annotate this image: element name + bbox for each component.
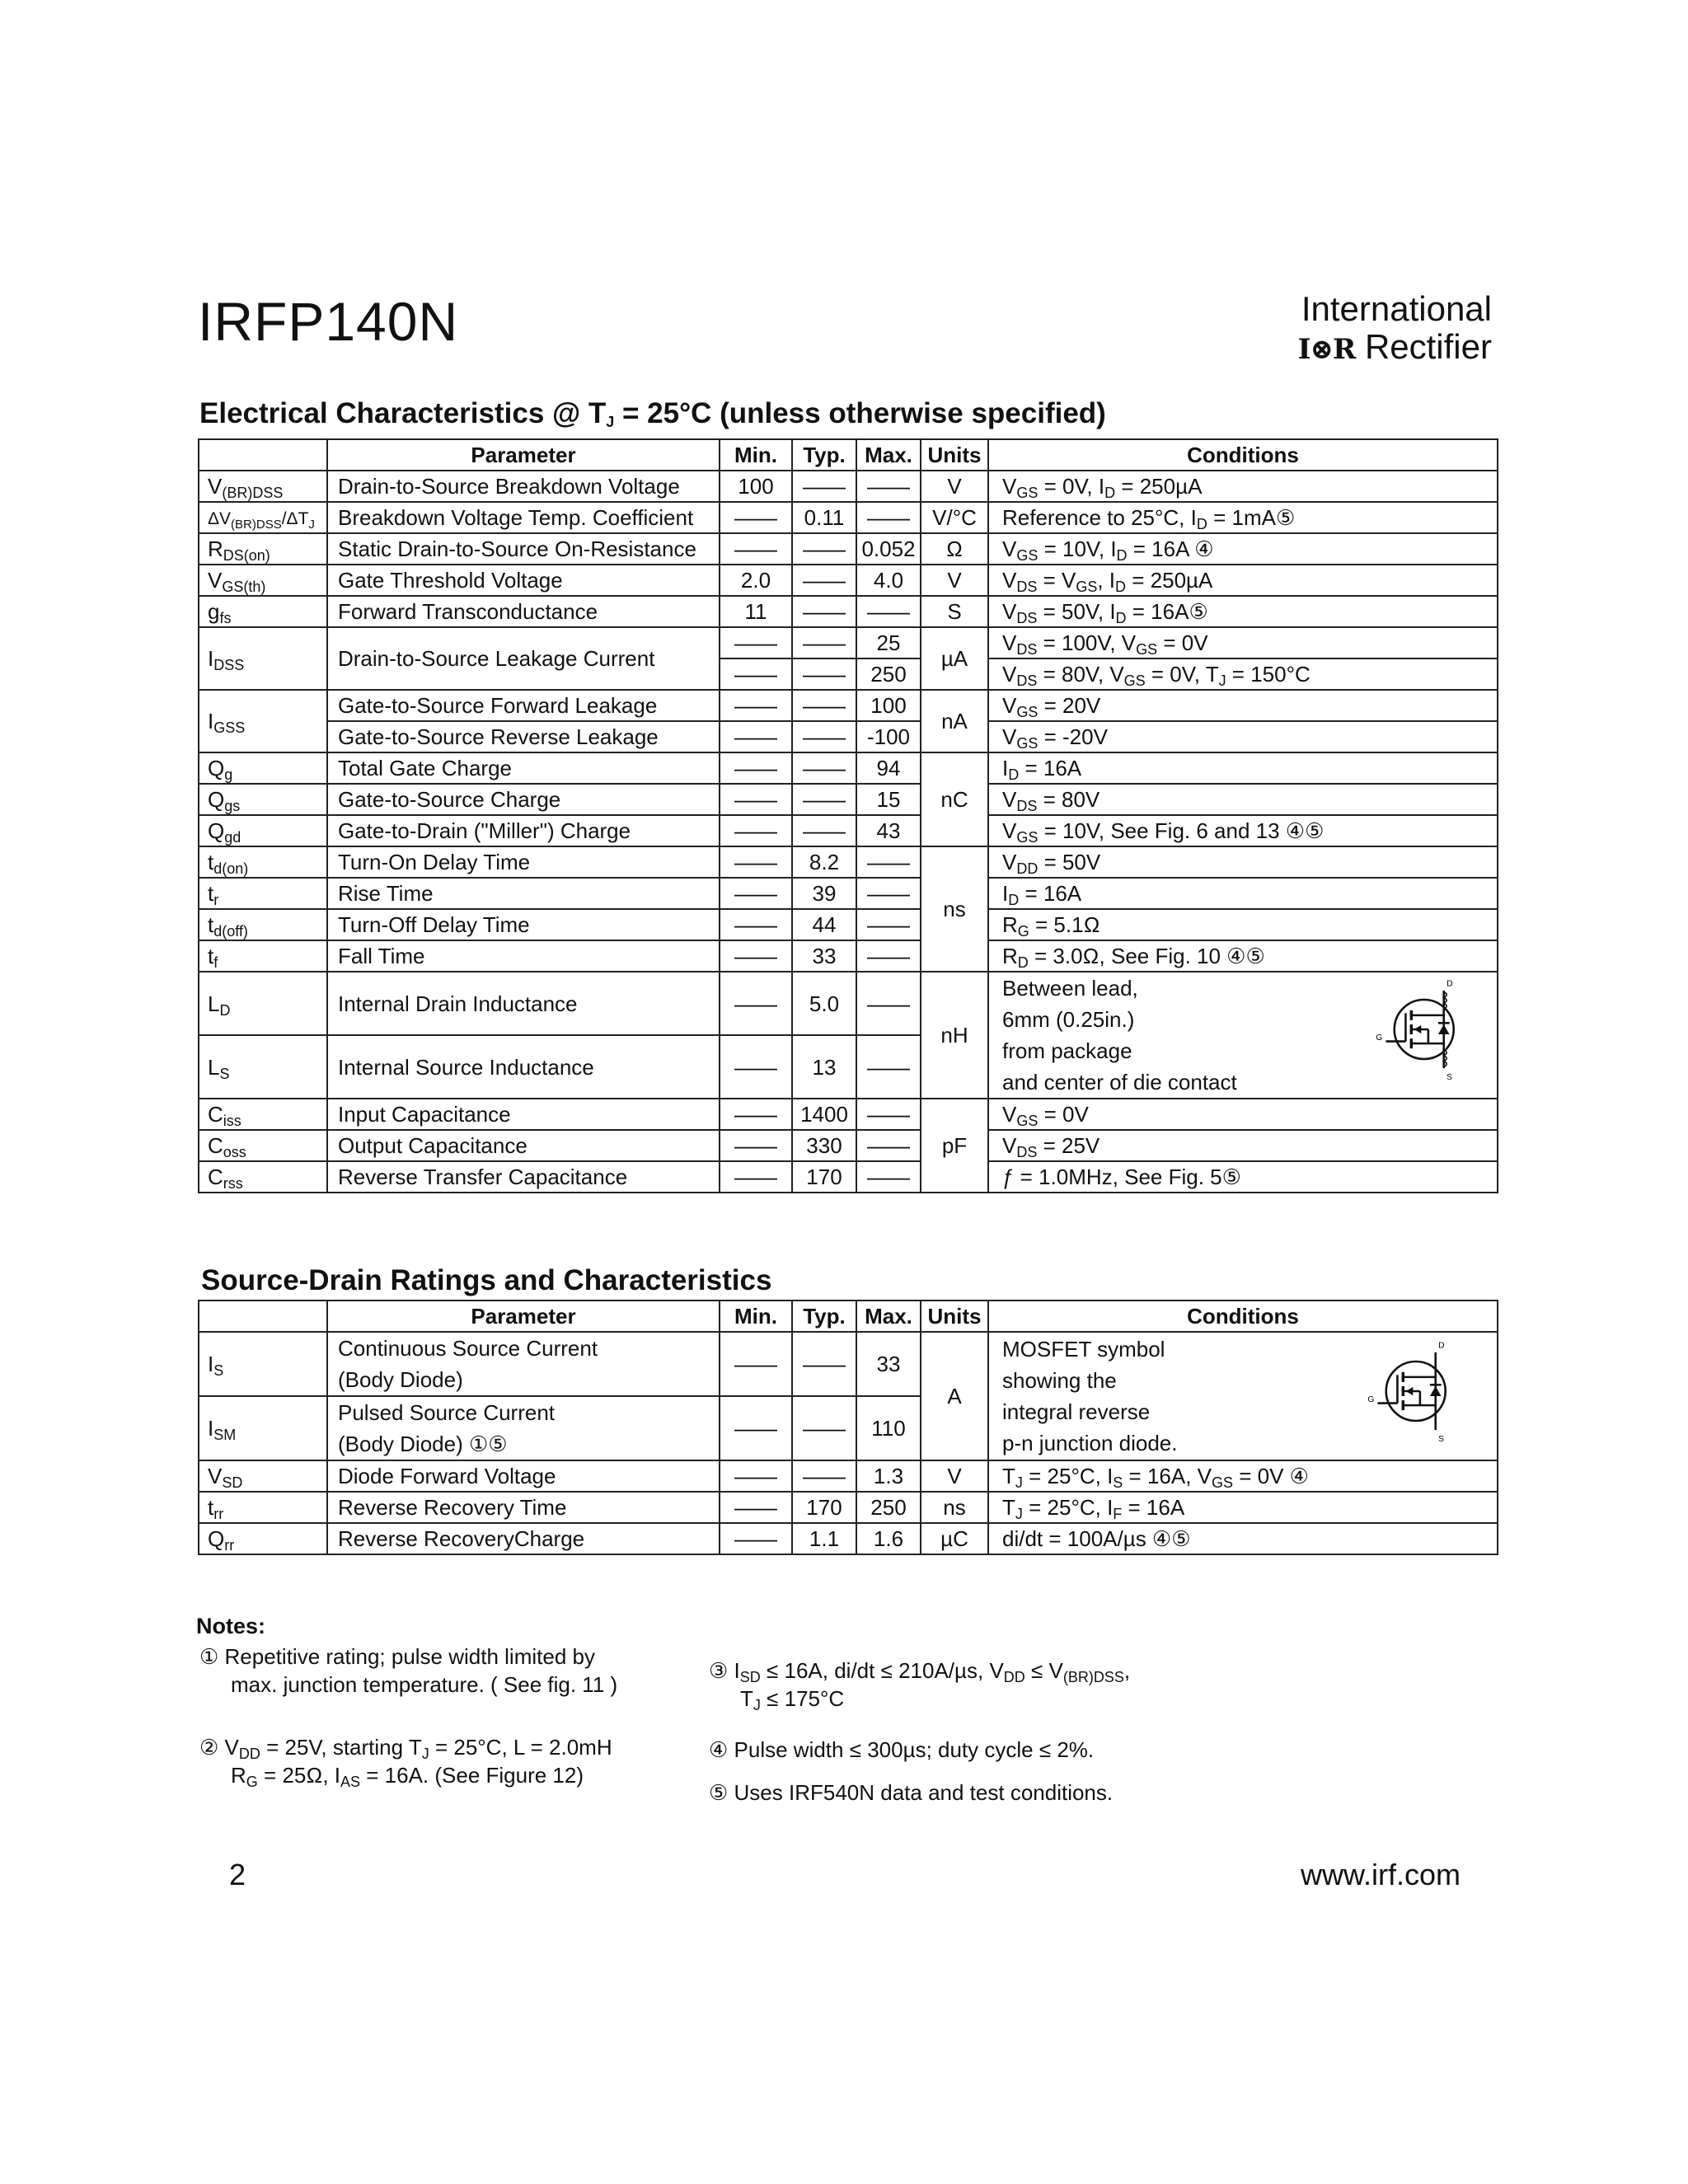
logo-line-international: International: [1301, 289, 1492, 328]
symbol-cell: $I_S$: [199, 1332, 327, 1396]
min-cell: ——: [720, 752, 792, 784]
note-3-line-2: $T_J \le 175^\circ C$: [740, 1686, 845, 1713]
typ-cell: ——: [792, 1460, 856, 1492]
parameter-cell: Breakdown Voltage Temp. Coefficient: [327, 502, 720, 533]
conditions-cell: $V_{DS} = 100V$, $V_{GS} = 0V$: [988, 627, 1498, 658]
column-header: Parameter: [327, 439, 720, 471]
max-cell: ——: [856, 596, 921, 627]
column-header: Min.: [720, 1301, 792, 1332]
min-cell: ——: [720, 940, 792, 972]
table-header-row: [199, 1301, 1498, 1332]
min-cell: ——: [720, 909, 792, 940]
table-row: [199, 690, 1498, 721]
symbol-cell: $Q_{gd}$: [199, 815, 327, 846]
max-cell: 15: [856, 784, 921, 815]
max-cell: 250: [856, 658, 921, 690]
typ-cell: 39: [792, 878, 856, 909]
min-cell: ——: [720, 1130, 792, 1161]
min-cell: ——: [720, 784, 792, 815]
max-cell: 33: [856, 1332, 921, 1396]
max-cell: 1.3: [856, 1460, 921, 1492]
max-cell: ——: [856, 972, 921, 1035]
condition-line: p-n junction diode.: [1002, 1431, 1178, 1455]
typ-cell: ——: [792, 784, 856, 815]
svg-text:D: D: [1447, 979, 1453, 989]
parameter-cell: [327, 1396, 720, 1460]
condition-line: from package: [1002, 1038, 1132, 1063]
column-header: Typ.: [792, 439, 856, 471]
column-header: Max.: [856, 1301, 921, 1332]
typ-cell: ——: [792, 658, 856, 690]
table-row: [199, 1099, 1498, 1130]
note-5: ⑤ Uses IRF540N data and test conditions.: [709, 1780, 1114, 1805]
max-cell: 0.052: [856, 533, 921, 565]
electrical-characteristics-table: [198, 438, 1498, 1193]
parameter-line: Continuous Source Current: [338, 1336, 598, 1361]
typ-cell: 44: [792, 909, 856, 940]
symbol-cell: $t_f$: [199, 940, 327, 972]
symbol-cell: $I_{DSS}$: [199, 627, 327, 690]
typ-cell: ——: [792, 690, 856, 721]
conditions-cell: $V_{DS} = V_{GS}$, $I_D = 250\mu A$: [988, 565, 1498, 596]
min-cell: ——: [720, 721, 792, 752]
max-cell: 1.6: [856, 1523, 921, 1554]
max-cell: 4.0: [856, 565, 921, 596]
company-logo: [1286, 290, 1492, 368]
table-row: [199, 1332, 1498, 1396]
symbol-cell: $C_{rss}$: [199, 1161, 327, 1193]
typ-cell: 330: [792, 1130, 856, 1161]
typ-cell: 1400: [792, 1099, 856, 1130]
note-2-line-2: $R_G$ = 25Ω, $I_{AS} = 16A$. (See Figure 12): [231, 1763, 584, 1790]
units-cell: nA: [921, 690, 988, 752]
conditions-cell: $T_J = 25^\circ C$, $I_S = 16A$, $V_{GS} = 0V$ ④: [988, 1460, 1498, 1492]
typ-cell: 5.0: [792, 972, 856, 1035]
symbol-cell: $\Delta V_{(BR)DSS}/\Delta T_J$: [199, 502, 327, 533]
condition-line: Between lead,: [1002, 976, 1138, 1001]
min-cell: ——: [720, 658, 792, 690]
units-cell: S: [921, 596, 988, 627]
symbol-cell: $L_S$: [199, 1035, 327, 1099]
parameter-cell: Gate Threshold Voltage: [327, 565, 720, 596]
min-cell: ——: [720, 972, 792, 1035]
mosfet-body-diode-symbol-icon: [1365, 1338, 1464, 1445]
units-cell: V: [921, 565, 988, 596]
table-row: [199, 784, 1498, 815]
conditions-cell: Reference to 25°C, $I_D$ = 1mA⑤: [988, 502, 1498, 533]
logo-line-rectifier: [1286, 328, 1492, 368]
notes-heading: Notes:: [196, 1614, 266, 1638]
conditions-cell: $V_{DS} = 80V$, $V_{GS} = 0V$, $T_J = 150^\circ C$: [988, 658, 1498, 690]
min-cell: ——: [720, 1396, 792, 1460]
parameter-cell: Forward Transconductance: [327, 596, 720, 627]
typ-cell: 170: [792, 1492, 856, 1523]
ior-logo-mark: I⊗R: [1297, 333, 1356, 366]
table-row: [199, 909, 1498, 940]
symbol-cell: $t_r$: [199, 878, 327, 909]
parameter-cell: Reverse RecoveryCharge: [327, 1523, 720, 1554]
conditions-cell: $V_{GS} = 10V$, $I_D = 16A$ ④: [988, 533, 1498, 565]
symbol-cell: $t_{d(off)}$: [199, 909, 327, 940]
conditions-cell: $V_{GS} = 0V$: [988, 1099, 1498, 1130]
min-cell: ——: [720, 502, 792, 533]
max-cell: ——: [856, 471, 921, 502]
website-link[interactable]: www.irf.com: [1300, 1858, 1461, 1891]
column-header: [199, 1301, 327, 1332]
parameter-cell: Turn-On Delay Time: [327, 846, 720, 878]
conditions-cell: $V_{DS} = 25V$: [988, 1130, 1498, 1161]
table-row: [199, 1523, 1498, 1554]
condition-line: MOSFET symbol: [1002, 1337, 1165, 1361]
table-row: [199, 878, 1498, 909]
parameter-cell: Internal Drain Inductance: [327, 972, 720, 1035]
parameter-cell: Rise Time: [327, 878, 720, 909]
symbol-cell: $V_{GS(th)}$: [199, 565, 327, 596]
note-4: ④ Pulse width ≤ 300µs; duty cycle ≤ 2%.: [709, 1737, 1095, 1762]
column-header: [199, 439, 327, 471]
typ-cell: 33: [792, 940, 856, 972]
symbol-cell: $V_{(BR)DSS}$: [199, 471, 327, 502]
column-header: Conditions: [988, 1301, 1498, 1332]
column-header: Min.: [720, 439, 792, 471]
parameter-cell: Reverse Transfer Capacitance: [327, 1161, 720, 1193]
max-cell: 100: [856, 690, 921, 721]
svg-text:G: G: [1367, 1394, 1375, 1404]
typ-cell: ——: [792, 471, 856, 502]
max-cell: -100: [856, 721, 921, 752]
parameter-line: (Body Diode): [338, 1367, 463, 1392]
max-cell: ——: [856, 940, 921, 972]
typ-cell: 0.11: [792, 502, 856, 533]
electrical-characteristics-title: Electrical Characteristics @ $T_J = 25^\circ C$ (unless otherwise specified): [199, 397, 1106, 430]
symbol-cell: $R_{DS(on)}$: [199, 533, 327, 565]
parameter-cell: Turn-Off Delay Time: [327, 909, 720, 940]
max-cell: ——: [856, 1130, 921, 1161]
max-cell: ——: [856, 878, 921, 909]
conditions-cell: $V_{GS} = 0V$, $I_D = 250\mu A$: [988, 471, 1498, 502]
min-cell: ——: [720, 815, 792, 846]
min-cell: 2.0: [720, 565, 792, 596]
typ-cell: ——: [792, 565, 856, 596]
typ-cell: ——: [792, 533, 856, 565]
note-1-line-1: ① Repetitive rating; pulse width limited by: [199, 1644, 595, 1669]
max-cell: ——: [856, 1035, 921, 1099]
parameter-cell: Drain-to-Source Breakdown Voltage: [327, 471, 720, 502]
svg-text:S: S: [1447, 1072, 1453, 1082]
max-cell: ——: [856, 909, 921, 940]
max-cell: ——: [856, 1161, 921, 1193]
conditions-cell: [988, 1332, 1498, 1460]
conditions-cell: $R_D$ = 3.0Ω, See Fig. 10 ④⑤: [988, 940, 1498, 972]
parameter-cell: [327, 1332, 720, 1396]
typ-cell: 1.1: [792, 1523, 856, 1554]
parameter-cell: Output Capacitance: [327, 1130, 720, 1161]
units-cell: µC: [921, 1523, 988, 1554]
conditions-cell: di/dt = 100A/µs ④⑤: [988, 1523, 1498, 1554]
parameter-cell: Total Gate Charge: [327, 752, 720, 784]
symbol-cell: $t_{d(on)}$: [199, 846, 327, 878]
units-cell: V: [921, 471, 988, 502]
units-cell: nC: [921, 752, 988, 846]
conditions-cell: $I_D = 16A$: [988, 752, 1498, 784]
typ-cell: 8.2: [792, 846, 856, 878]
min-cell: ——: [720, 1161, 792, 1193]
min-cell: ——: [720, 1332, 792, 1396]
logo-rectifier-text: Rectifier: [1364, 327, 1492, 366]
units-cell: ns: [921, 1492, 988, 1523]
symbol-cell: $I_{SM}$: [199, 1396, 327, 1460]
max-cell: 94: [856, 752, 921, 784]
parameter-cell: Gate-to-Source Charge: [327, 784, 720, 815]
parameter-cell: Gate-to-Drain ("Miller") Charge: [327, 815, 720, 846]
max-cell: 25: [856, 627, 921, 658]
parameter-line: (Body Diode) ①⑤: [338, 1432, 508, 1456]
column-header: Typ.: [792, 1301, 856, 1332]
min-cell: ——: [720, 533, 792, 565]
table-row: [199, 565, 1498, 596]
typ-cell: ——: [792, 752, 856, 784]
typ-cell: ——: [792, 1332, 856, 1396]
parameter-cell: Gate-to-Source Forward Leakage: [327, 690, 720, 721]
units-cell: Ω: [921, 533, 988, 565]
table-row: [199, 721, 1498, 752]
typ-cell: ——: [792, 627, 856, 658]
page-number: 2: [229, 1858, 246, 1891]
symbol-cell: $L_D$: [199, 972, 327, 1035]
table-row: [199, 1460, 1498, 1492]
min-cell: ——: [720, 846, 792, 878]
column-header: Max.: [856, 439, 921, 471]
units-cell: ns: [921, 846, 988, 972]
conditions-cell: $V_{DS} = 80V$: [988, 784, 1498, 815]
typ-cell: 170: [792, 1161, 856, 1193]
symbol-cell: $C_{oss}$: [199, 1130, 327, 1161]
conditions-cell: $V_{DS} = 50V$, $I_D$ = 16A⑤: [988, 596, 1498, 627]
min-cell: 100: [720, 471, 792, 502]
max-cell: ——: [856, 1099, 921, 1130]
symbol-cell: $Q_{rr}$: [199, 1523, 327, 1554]
parameter-cell: Reverse Recovery Time: [327, 1492, 720, 1523]
symbol-cell: $g_{fs}$: [199, 596, 327, 627]
table-row: [199, 815, 1498, 846]
typ-cell: ——: [792, 596, 856, 627]
condition-line: integral reverse: [1002, 1399, 1151, 1424]
source-drain-title: Source-Drain Ratings and Characteristics: [201, 1264, 772, 1296]
conditions-cell: $V_{GS} = 10V$, See Fig. 6 and 13 ④⑤: [988, 815, 1498, 846]
table-row: [199, 627, 1498, 658]
conditions-cell: $V_{GS} = 20V$: [988, 690, 1498, 721]
typ-cell: ——: [792, 815, 856, 846]
condition-line: showing the: [1002, 1368, 1117, 1393]
svg-text:S: S: [1438, 1434, 1445, 1444]
typ-cell: ——: [792, 721, 856, 752]
parameter-cell: Internal Source Inductance: [327, 1035, 720, 1099]
condition-line: and center of die contact: [1002, 1070, 1237, 1094]
parameter-cell: Static Drain-to-Source On-Resistance: [327, 533, 720, 565]
condition-line: 6mm (0.25in.): [1002, 1007, 1135, 1032]
min-cell: ——: [720, 1460, 792, 1492]
units-cell: pF: [921, 1099, 988, 1193]
symbol-cell: $V_{SD}$: [199, 1460, 327, 1492]
min-cell: ——: [720, 1099, 792, 1130]
max-cell: 250: [856, 1492, 921, 1523]
note-3-line-1: ③ $I_{SD} \le 16A$, di/dt ≤ 210A/µs, $V_{DD} \le V_{(BR)DSS}$,: [709, 1658, 1131, 1685]
parameter-cell: Input Capacitance: [327, 1099, 720, 1130]
table-row: [199, 533, 1498, 565]
conditions-cell: ƒ = 1.0MHz, See Fig. 5⑤: [988, 1161, 1498, 1193]
parameter-cell: Fall Time: [327, 940, 720, 972]
conditions-cell: [988, 972, 1498, 1099]
conditions-cell: $R_G$ = 5.1Ω: [988, 909, 1498, 940]
max-cell: 110: [856, 1396, 921, 1460]
symbol-cell: $t_{rr}$: [199, 1492, 327, 1523]
table-row: [199, 502, 1498, 533]
column-header: Units: [921, 439, 988, 471]
table-row: [199, 1130, 1498, 1161]
symbol-cell: $Q_{gs}$: [199, 784, 327, 815]
typ-cell: ——: [792, 1396, 856, 1460]
column-header: Parameter: [327, 1301, 720, 1332]
parameter-line: Pulsed Source Current: [338, 1400, 556, 1425]
min-cell: ——: [720, 1523, 792, 1554]
svg-text:G: G: [1376, 1033, 1383, 1043]
min-cell: ——: [720, 690, 792, 721]
note-1-line-2: max. junction temperature. ( See fig. 11 ): [231, 1672, 618, 1697]
parameter-cell: Drain-to-Source Leakage Current: [327, 627, 720, 690]
units-cell: V: [921, 1460, 988, 1492]
min-cell: ——: [720, 878, 792, 909]
note-3: [709, 1657, 1130, 1713]
mosfet-inductance-symbol-icon: [1373, 976, 1472, 1083]
table-row: [199, 1161, 1498, 1193]
table-row: [199, 752, 1498, 784]
symbol-cell: $C_{iss}$: [199, 1099, 327, 1130]
note-2-line-1: ② $V_{DD} = 25V$, starting $T_J = 25^\circ C$, L = 2.0mH: [199, 1735, 612, 1762]
svg-text:D: D: [1438, 1341, 1445, 1351]
symbol-cell: $Q_g$: [199, 752, 327, 784]
units-cell: A: [921, 1332, 988, 1460]
parameter-cell: Diode Forward Voltage: [327, 1460, 720, 1492]
min-cell: ——: [720, 1492, 792, 1523]
min-cell: 11: [720, 596, 792, 627]
conditions-cell: $V_{GS} = -20V$: [988, 721, 1498, 752]
column-header: Units: [921, 1301, 988, 1332]
table-row: [199, 596, 1498, 627]
conditions-cell: $I_D = 16A$: [988, 878, 1498, 909]
min-cell: ——: [720, 627, 792, 658]
source-drain-table: [198, 1300, 1498, 1555]
units-cell: µA: [921, 627, 988, 690]
conditions-cell: $V_{DD} = 50V$: [988, 846, 1498, 878]
conditions-cell: $T_J = 25^\circ C$, $I_F = 16A$: [988, 1492, 1498, 1523]
units-cell: V/°C: [921, 502, 988, 533]
parameter-cell: Gate-to-Source Reverse Leakage: [327, 721, 720, 752]
units-cell: nH: [921, 972, 988, 1099]
table-row: [199, 1492, 1498, 1523]
table-row: [199, 940, 1498, 972]
part-number: IRFP140N: [198, 291, 459, 352]
table-row: [199, 471, 1498, 502]
note-1: [199, 1643, 617, 1699]
max-cell: ——: [856, 846, 921, 878]
note-2: [199, 1733, 612, 1789]
max-cell: 43: [856, 815, 921, 846]
max-cell: ——: [856, 502, 921, 533]
column-header: Conditions: [988, 439, 1498, 471]
symbol-cell: $I_{GSS}$: [199, 690, 327, 752]
typ-cell: 13: [792, 1035, 856, 1099]
table-row: [199, 846, 1498, 878]
table-header-row: [199, 439, 1498, 471]
table-row: [199, 972, 1498, 1035]
min-cell: ——: [720, 1035, 792, 1099]
